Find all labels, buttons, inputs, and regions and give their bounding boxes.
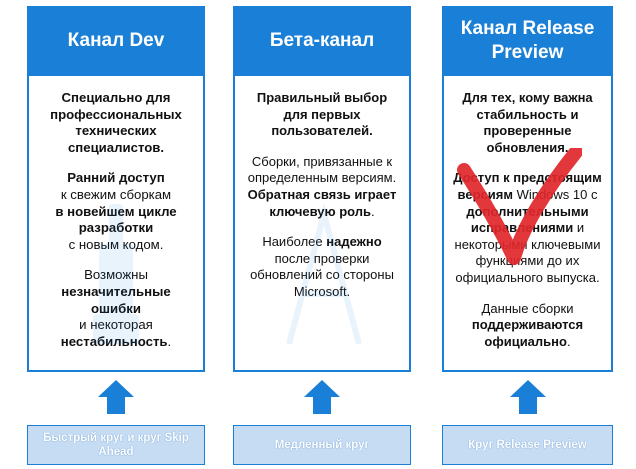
up-arrow-icon — [304, 380, 340, 414]
card-title: Канал Release Preview — [442, 6, 613, 76]
up-arrow-icon — [510, 380, 546, 414]
card-paragraph-3: Данные сборки поддерживаются официально. — [471, 300, 584, 349]
card-body — [27, 76, 205, 372]
ring-label-release-preview: Круг Release Preview — [442, 425, 613, 465]
channel-card-beta — [233, 6, 411, 372]
card-paragraph-3: Возможны незначительные ошибки и некоторая нестабильность. — [60, 267, 172, 349]
card-paragraph-1: Правильный выбор для первых пользователей. — [256, 90, 388, 139]
card-paragraph-1: Для тех, кому важна стабильность и проверенные обновления. — [462, 90, 593, 155]
card-title: Бета-канал — [233, 6, 411, 76]
ring-label-fast: Быстрый круг и круг Skip Ahead — [27, 425, 205, 465]
card-paragraph-2: Сборки, привязанные к определенным версиям. Обратная связь играет ключевую роль. — [247, 153, 397, 219]
card-paragraph-3: Наиболее надежно после проверки обновлений со стороны Microsoft. — [250, 234, 394, 299]
card-body — [233, 76, 411, 372]
card-title: Канал Dev — [27, 6, 205, 76]
card-paragraph-1: Специально для профессиональных технических специалистов. — [50, 90, 182, 155]
channel-card-dev — [27, 6, 205, 372]
channel-card-release-preview — [442, 6, 613, 372]
card-paragraph-2: Ранний доступ к свежим сборкам в новейшем цикле разработки с новым кодом. — [55, 170, 177, 252]
card-body — [442, 76, 613, 372]
ring-label-slow: Медленный круг — [233, 425, 411, 465]
card-paragraph-2: Доступ к предстоящим версиям Windows 10 с дополнительными исправлениями и некоторыми ключевыми функциями до их официального выпуска. — [453, 170, 602, 285]
up-arrow-icon — [98, 380, 134, 414]
